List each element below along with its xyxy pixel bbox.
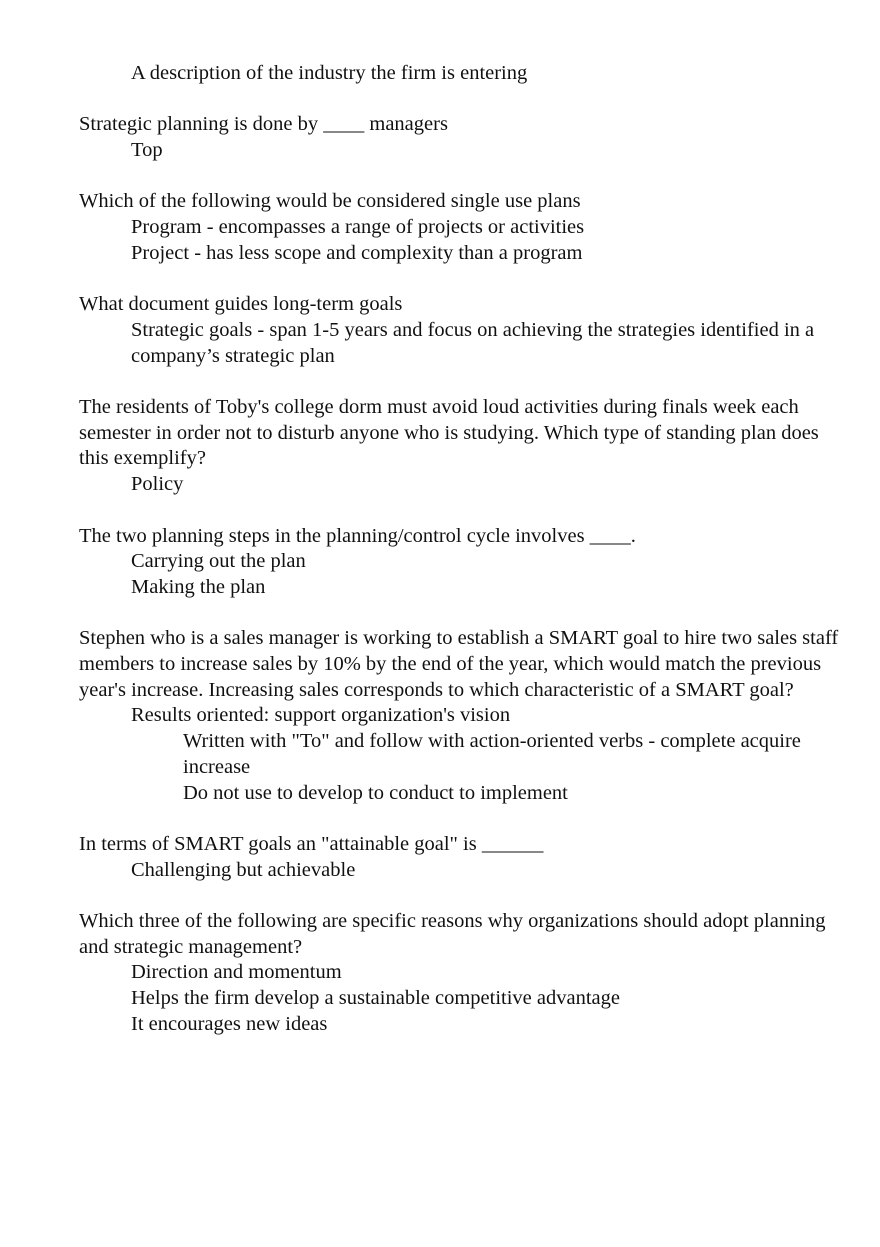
answer-line: Helps the firm develop a sustainable competitive advantage: [131, 987, 620, 1010]
question-text: Strategic planning is done by ____ managers: [79, 113, 448, 136]
question-text: The two planning steps in the planning/control cycle involves ____.: [79, 524, 636, 547]
answer-line: Direction and momentum: [131, 961, 342, 984]
document-content: [79, 61, 839, 1057]
qa-block: [79, 524, 839, 601]
answer-line: Top: [131, 139, 163, 162]
question-text: Which of the following would be considered single use plans: [79, 190, 581, 213]
qa-block: [79, 112, 839, 163]
answer-line: Making the plan: [131, 575, 266, 598]
answer-subline: Do not use to develop to conduct to implement: [183, 781, 568, 804]
qa-block: [79, 832, 839, 883]
answer-subline: Written with "To" and follow with action-oriented verbs - complete acquire increase: [183, 730, 801, 778]
answer-line: A description of the industry the firm is entering: [131, 62, 528, 84]
qa-block: [79, 909, 839, 1038]
answer-line: It encourages new ideas: [131, 1012, 328, 1035]
question-text: The residents of Toby's college dorm must avoid loud activities during finals week each semester in order not to disturb anyone who is studying. Which type of standing plan does this exemplify?: [79, 396, 819, 470]
qa-block: [79, 395, 839, 498]
qa-block: [79, 189, 839, 266]
answer-line: Carrying out the plan: [131, 550, 306, 573]
qa-block: [79, 626, 839, 806]
answer-line: Policy: [131, 473, 184, 496]
question-text: Which three of the following are specific reasons why organizations should adopt planning and strategic management?: [79, 910, 826, 958]
question-text: Stephen who is a sales manager is working to establish a SMART goal to hire two sales staff members to increase sales by 10% by the end of the year, which would match the previous year's increase. Increasing sales corresponds to which characteristic of a SMART goal?: [79, 627, 839, 701]
answer-line: Project - has less scope and complexity than a program: [131, 241, 583, 264]
qa-block: [79, 61, 839, 87]
answer-line: Program - encompasses a range of projects or activities: [131, 216, 585, 239]
answer-line: Strategic goals - span 1-5 years and focus on achieving the strategies identified in a company’s strategic plan: [131, 318, 815, 367]
qa-block: [79, 292, 839, 369]
question-text: In terms of SMART goals an "attainable goal" is ______: [79, 832, 544, 855]
question-text: What document guides long-term goals: [79, 293, 403, 316]
answer-line: Results oriented: support organization's vision: [131, 704, 511, 727]
answer-line: Challenging but achievable: [131, 858, 356, 881]
